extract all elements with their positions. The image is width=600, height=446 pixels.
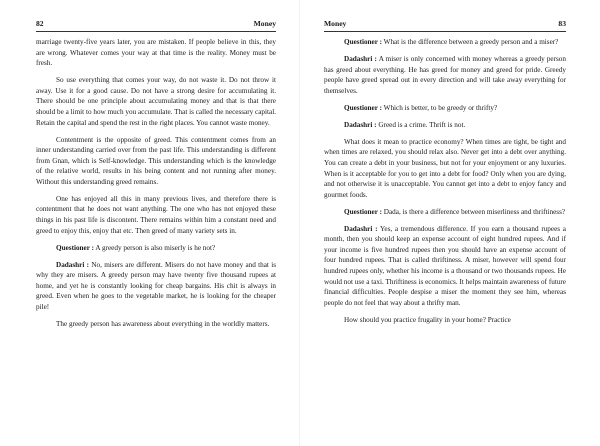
paragraph bbox=[324, 103, 566, 114]
paragraph-text: How should you practice frugality in your home? Practice bbox=[344, 315, 511, 324]
paragraph-text: Yes, a tremendous difference. If you earn a thousand rupees a month, then you should keep an expense account of eight hundred rupees. And if your income is five hundred rupees then you should have an expense account of four hundred rupees. That is called thriftiness. A miser, however will spend four hundred rupees only, whether his income is a thousand or two thousands rupees. He would not use a taxi. Thriftiness is economics. It helps maintain awareness of future financial difficulties. People despise a miser the moment they see him, whereas people do not feel that way about a thrifty man. bbox=[324, 224, 566, 307]
paragraph bbox=[324, 120, 566, 131]
left-header-rule bbox=[36, 31, 276, 32]
paragraph bbox=[36, 135, 276, 188]
paragraph-text: Greed is a crime. Thrift is not. bbox=[378, 120, 466, 129]
paragraph bbox=[36, 75, 276, 128]
right-page bbox=[300, 0, 600, 446]
paragraph bbox=[36, 194, 276, 236]
left-page-number: 82 bbox=[36, 19, 44, 28]
paragraph-text: What is the difference between a greedy person and a miser? bbox=[383, 38, 559, 46]
speaker-label: Questioner : bbox=[56, 243, 94, 252]
speaker-label: Dadashri : bbox=[344, 54, 377, 63]
paragraph-text: A greedy person is also miserly is he not? bbox=[95, 243, 216, 252]
paragraph-text: The greedy person has awareness about everything in the worldly matters. bbox=[56, 320, 270, 328]
right-page-number: 83 bbox=[558, 19, 566, 28]
right-page-body bbox=[324, 37, 566, 332]
speaker-label: Questioner : bbox=[344, 207, 382, 216]
speaker-label: Questioner : bbox=[344, 103, 382, 112]
paragraph bbox=[324, 207, 566, 218]
paragraph bbox=[324, 137, 566, 201]
speaker-label: Questioner : bbox=[344, 38, 382, 46]
speaker-label: Dadashri : bbox=[344, 120, 377, 129]
paragraph bbox=[36, 243, 276, 254]
left-running-title: Money bbox=[253, 19, 276, 28]
paragraph bbox=[324, 224, 566, 309]
paragraph-text: Contentment is the opposite of greed. This contentment comes from an inner understanding carried over from the past life. This understanding is different from Gnan, which is Self-knowledge. This understanding which is the knowledge of the relative world, results in his being content and not running after money. Without this understanding greed remains. bbox=[36, 135, 276, 186]
paragraph bbox=[324, 315, 566, 326]
paragraph bbox=[36, 319, 276, 330]
paragraph bbox=[324, 54, 566, 96]
paragraph-text: Dada, is there a difference between miserliness and thriftiness? bbox=[383, 207, 566, 216]
speaker-label: Dadashri : bbox=[344, 224, 378, 233]
paragraph-text: One has enjoyed all this in many previous lives, and therefore there is contentment that he does not want anything. The one who has not enjoyed these things in his past life is discontent. There remains within him a constant need and greed to enjoy this, enjoy that etc. Then greed of many variety sets in. bbox=[36, 194, 276, 235]
paragraph-text: A miser is only concerned with money whereas a greedy person has greed about everything. He has greed for money and greed for pride. Greedy people have greed spread out in every direction and will take away everything for themselves. bbox=[324, 54, 566, 95]
left-page-header bbox=[36, 19, 276, 29]
right-running-title: Money bbox=[324, 19, 347, 28]
left-page-body bbox=[36, 37, 276, 336]
paragraph-text: Which is better, to be greedy or thrifty? bbox=[383, 103, 498, 112]
right-header-rule bbox=[324, 31, 566, 32]
right-page-header bbox=[324, 19, 566, 29]
paragraph-text: marriage twenty-five years later, you are mistaken. If people believe in this, they are wrong. Whatever comes your way at that time is the reality. Money must be fresh. bbox=[36, 38, 276, 68]
paragraph bbox=[36, 260, 276, 313]
paragraph-text: What does it mean to practice economy? When times are tight, be tight and when times are relaxed, you should relax also. Never get into a debt over anything. You can create a debt in your business, but not for your enjoyment or any luxuries. When is it acceptable for you to get into a debt for food? Only when you are dying, and not otherwise it is unacceptable. You cannot get into a debt to enjoy fancy and gourmet foods. bbox=[324, 137, 566, 199]
paragraph-text: No, misers are different. Misers do not have money and that is why they are misers. A greedy person may have twenty five thousand rupees at home, and yet he is constantly looking for cheap bargains. His chit is always in greed. Even when he goes to the vegetable market, he is looking for the cheaper pile! bbox=[36, 260, 277, 312]
speaker-label: Dadashri : bbox=[56, 260, 90, 269]
paragraph bbox=[324, 37, 566, 48]
paragraph bbox=[36, 37, 276, 69]
paragraph-text: So use everything that comes your way, do not waste it. Do not throw it away. Use it for a good cause. Do not have a strong desire for accumulating it. There should be one principle about accumulating money and that is that there should be a limit to how much you accumulate. That is called the necessary capital. Retain the capital and spend the rest in the right places. You cannot waste money. bbox=[36, 76, 276, 127]
